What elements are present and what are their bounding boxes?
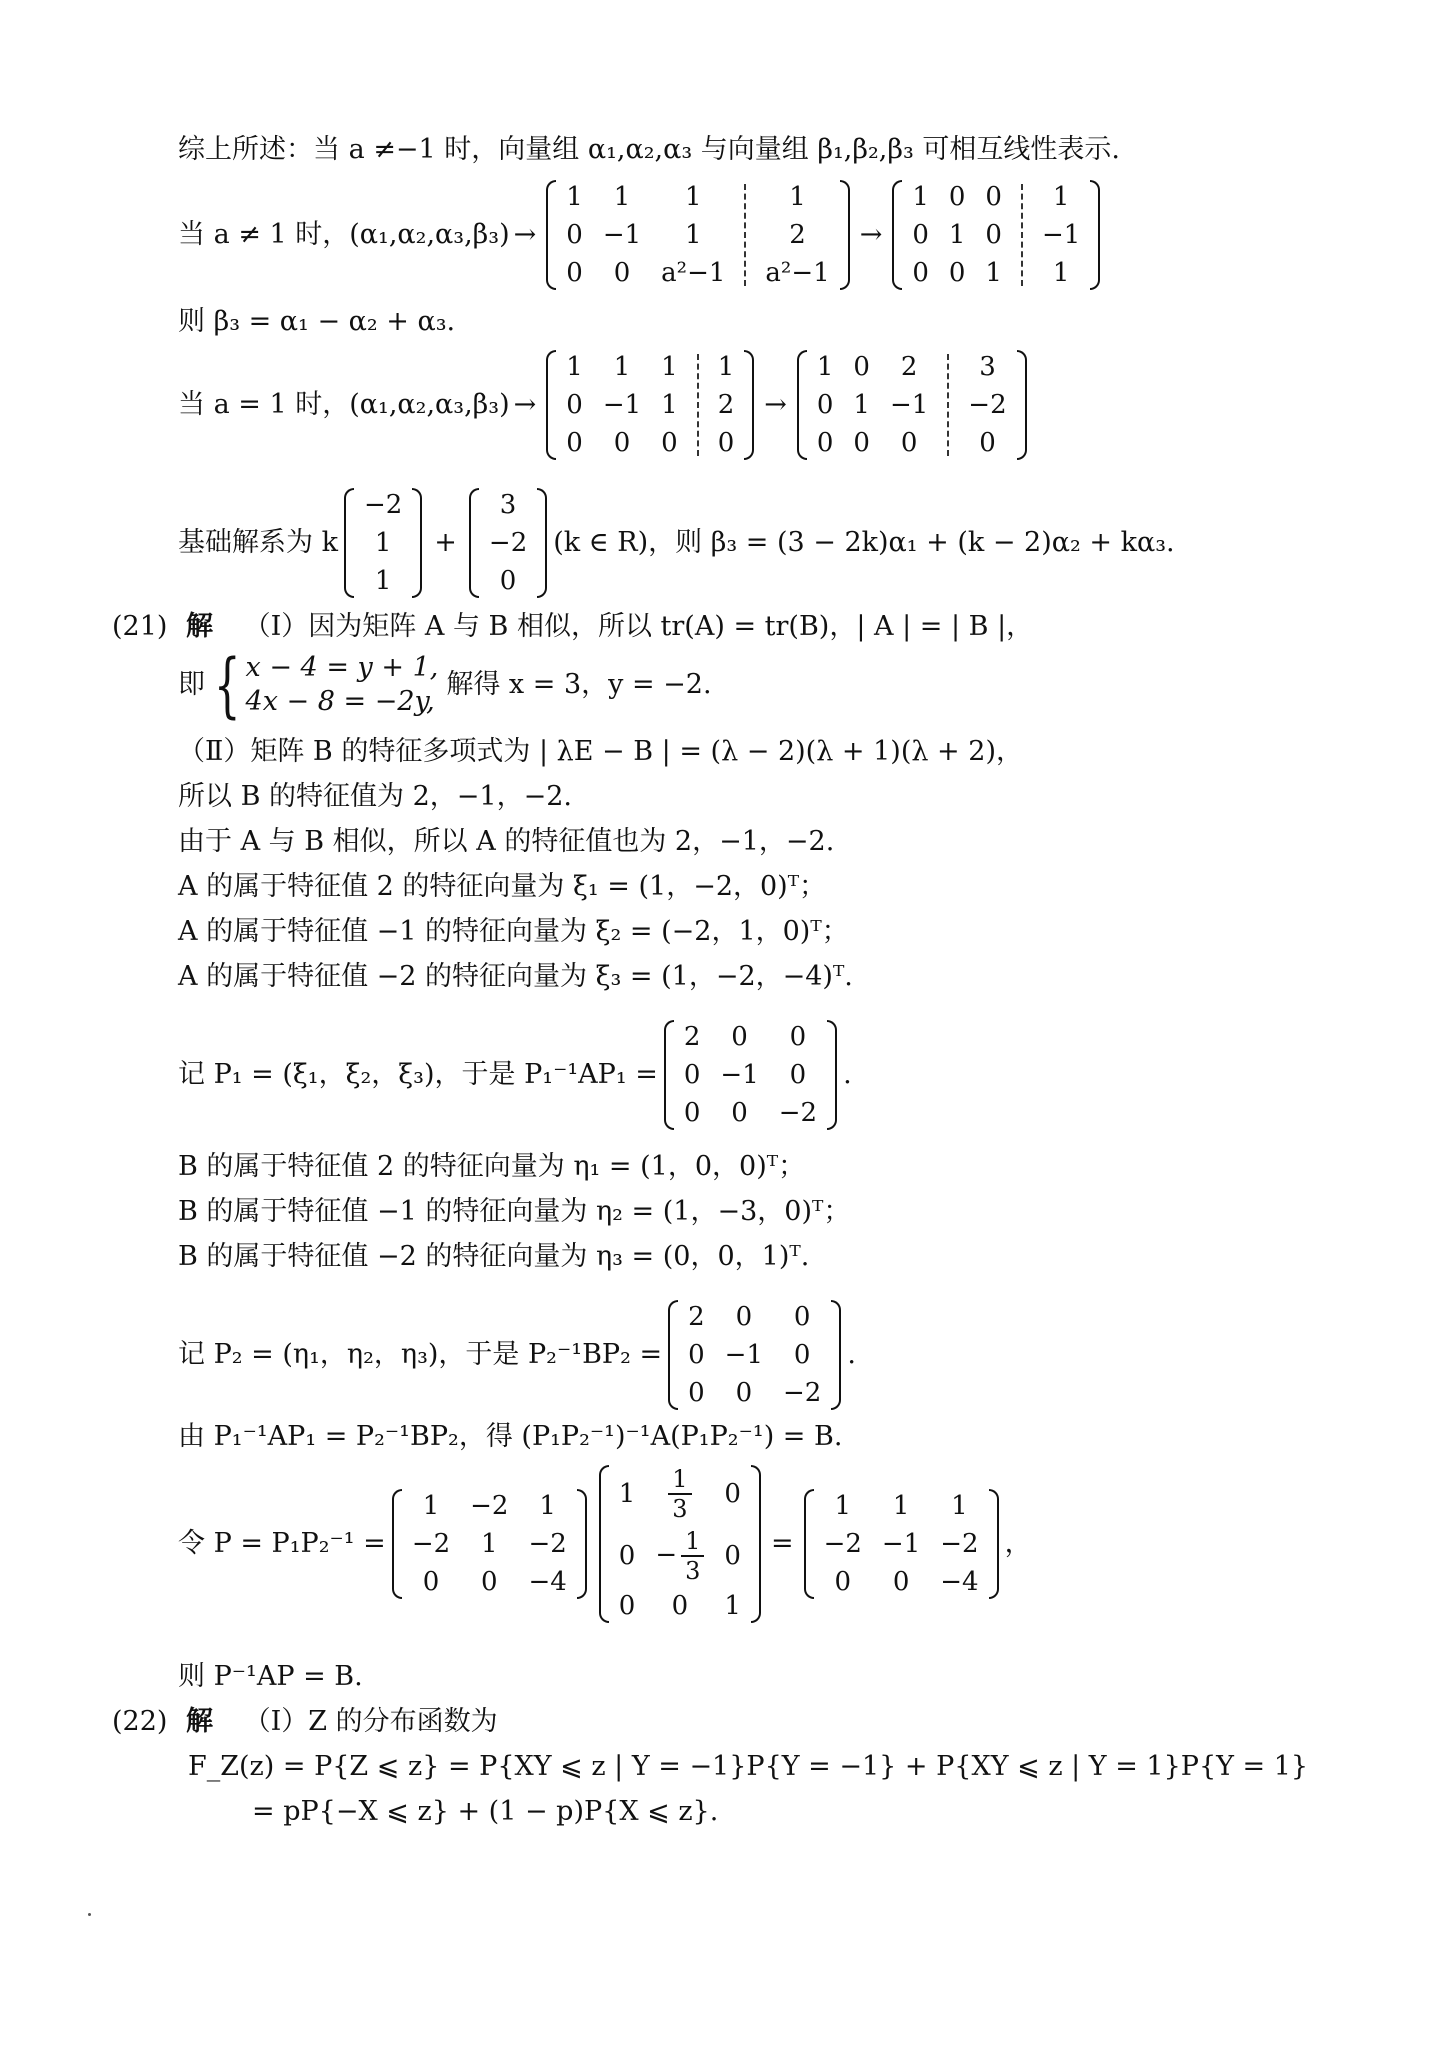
matrix-cell: 0 bbox=[816, 428, 834, 458]
matrix-cell: 1 bbox=[661, 390, 678, 420]
right-paren-icon bbox=[751, 1465, 765, 1623]
q22-line-3: = pP{−X ⩽ z} + (1 − p)P{X ⩽ z}. bbox=[252, 1796, 719, 1827]
diagonal-matrix-2 bbox=[664, 1300, 845, 1410]
q22-line-1 bbox=[112, 1705, 498, 1739]
matrix-cell: 0 bbox=[793, 1340, 811, 1370]
matrix-cell: 0 bbox=[566, 428, 583, 458]
p1-diagonal-line bbox=[178, 1020, 852, 1130]
right-paren-icon bbox=[840, 180, 854, 290]
matrix-cell: 0 bbox=[985, 182, 1002, 212]
matrix-cell: 0 bbox=[731, 1098, 748, 1128]
q21-line-12: 由 P₁⁻¹AP₁ = P₂⁻¹BP₂，得 (P₁P₂⁻¹)⁻¹A(P₁P₂⁻¹) = B. bbox=[178, 1421, 843, 1452]
matrix-cell: 0 bbox=[735, 1302, 753, 1332]
matrix-cell: 3 bbox=[979, 352, 996, 382]
matrix-cell: −2 bbox=[363, 490, 403, 520]
q22-jie: 解 bbox=[186, 1706, 214, 1737]
matrix-cell: 0 bbox=[948, 182, 966, 212]
basis-vector-2 bbox=[465, 488, 551, 598]
left-paren-icon bbox=[542, 180, 556, 290]
matrix-cell: 0 bbox=[724, 1479, 741, 1509]
solution-text: 解得 x = 3，y = −2. bbox=[446, 669, 712, 700]
matrix-cell: 0 bbox=[789, 1022, 807, 1052]
matrix-cell: −4 bbox=[940, 1567, 979, 1597]
right-paren-icon bbox=[577, 1489, 591, 1599]
arrow-icon: → bbox=[764, 389, 787, 420]
matrix-cell: 0 bbox=[912, 220, 929, 250]
matrix-cell: 1 bbox=[853, 390, 870, 420]
p2-diagonal-line bbox=[178, 1300, 856, 1410]
p1-lead: 记 P₁ = (ξ₁，ξ₂，ξ₃)，于是 P₁⁻¹AP₁ = bbox=[178, 1059, 658, 1090]
period: . bbox=[847, 1339, 856, 1370]
comma: ， bbox=[1004, 1528, 1032, 1559]
left-paren-icon bbox=[542, 350, 556, 460]
p-product-line bbox=[178, 1465, 1032, 1623]
matrix-grid bbox=[354, 488, 412, 598]
matrix-grid bbox=[609, 1465, 751, 1623]
case-a-not-1 bbox=[178, 180, 1106, 290]
matrix-cell: 0 bbox=[661, 428, 678, 458]
matrix-cell: 0 bbox=[979, 428, 996, 458]
matrix-cell: −1 bbox=[602, 390, 642, 420]
augmented-matrix bbox=[542, 350, 758, 460]
matrix-cell: 0 bbox=[789, 1060, 807, 1090]
matrix-grid bbox=[708, 350, 745, 460]
matrix-cell: 1 bbox=[717, 352, 735, 382]
matrix-cell: −2 bbox=[470, 1491, 509, 1521]
matrix-cell: 0 bbox=[613, 428, 631, 458]
matrix-cell: 0 bbox=[618, 1541, 636, 1571]
matrix-cell: 0 bbox=[683, 1060, 701, 1090]
matrix-cell: 0 bbox=[816, 390, 834, 420]
matrix-cell: 0 bbox=[566, 220, 583, 250]
matrix-cell: 0 bbox=[566, 258, 583, 288]
q22-line-2: F_Z(z) = P{Z ⩽ z} = P{XY ⩽ z | Y = −1}P{Y = −1} + P{XY ⩽ z | Y = 1}P{Y = 1} bbox=[188, 1751, 1309, 1782]
p2-lead: 记 P₂ = (η₁，η₂，η₃)，于是 P₂⁻¹BP₂ = bbox=[178, 1339, 663, 1370]
matrix-cell: −1 bbox=[881, 1529, 921, 1559]
matrix-cell: 0 bbox=[683, 1098, 701, 1128]
matrix-cell: 0 bbox=[481, 1567, 498, 1597]
equation-1: x − 4 = y + 1, bbox=[245, 652, 439, 683]
q21-line-11: B 的属于特征值 −2 的特征向量为 η₃ = (0，0，1)ᵀ. bbox=[178, 1241, 810, 1272]
q21-line-4: 所以 B 的特征值为 2，−1，−2. bbox=[178, 781, 572, 812]
matrix-grid bbox=[958, 350, 1016, 460]
augment-divider bbox=[1012, 180, 1032, 290]
matrix-cell: 1 bbox=[661, 352, 678, 382]
matrix-cell: 0 bbox=[688, 1340, 705, 1370]
matrix-grid bbox=[814, 1489, 989, 1599]
q21-line-3: （Ⅱ）矩阵 B 的特征多项式为 | λE − B | = (λ − 2)(λ + 1)(λ + 2)， bbox=[178, 736, 1023, 767]
basis-vector-1 bbox=[340, 488, 426, 598]
matrix-cell: 1 bbox=[566, 352, 583, 382]
case-a-eq-1 bbox=[178, 350, 1033, 460]
matrix-cell: 1 bbox=[422, 1491, 440, 1521]
matrix-cell: 0 bbox=[892, 1567, 910, 1597]
reduced-matrix bbox=[793, 350, 1031, 460]
basis-tail: (k ∈ R)，则 β₃ = (3 − 2k)α₁ + (k − 2)α₂ + kα₃. bbox=[553, 527, 1175, 558]
matrix-cell: 1 bbox=[951, 1491, 968, 1521]
matrix-cell: 0 bbox=[618, 1591, 636, 1621]
matrix-cell: 1 bbox=[1052, 182, 1070, 212]
case1-result: 则 β₃ = α₁ − α₂ + α₃. bbox=[178, 306, 456, 337]
matrix-cell: 0 bbox=[422, 1567, 440, 1597]
matrix-cell: − $\frac{1}{3}$ bbox=[645, 1527, 714, 1585]
left-brace-icon: { bbox=[213, 644, 241, 726]
right-paren-icon bbox=[831, 1300, 845, 1410]
matrix-cell: −2 bbox=[783, 1378, 822, 1408]
matrix-cell: 2 bbox=[683, 1022, 701, 1052]
matrix-cell: 1 bbox=[724, 1591, 741, 1621]
matrix-grid bbox=[556, 180, 735, 290]
ji-label: 即 bbox=[178, 669, 205, 700]
matrix-cell: 1 bbox=[685, 182, 702, 212]
matrix-cell: 0 bbox=[688, 1378, 705, 1408]
matrix-cell: −1 bbox=[720, 1060, 759, 1090]
matrix-cell: 2 bbox=[789, 220, 806, 250]
basis-lead: 基础解系为 k bbox=[178, 527, 338, 558]
matrix-cell: 1 bbox=[685, 220, 702, 250]
left-paren-icon bbox=[465, 488, 479, 598]
matrix-cell: 0 bbox=[724, 1541, 741, 1571]
q21-text-1: （Ⅰ）因为矩阵 A 与 B 相似，所以 tr(A) = tr(B)，| A | = | B |， bbox=[243, 611, 1034, 642]
matrix-cell: 0 bbox=[900, 428, 918, 458]
matrix-cell: 1 bbox=[481, 1529, 498, 1559]
matrix-cell: −2 bbox=[778, 1098, 818, 1128]
matrix-cell: 0 bbox=[671, 1591, 689, 1621]
matrix-cell: −2 bbox=[411, 1529, 451, 1559]
matrix-cell: 1 bbox=[566, 182, 583, 212]
matrix-cell: −2 bbox=[968, 390, 1007, 420]
matrix-cell: 0 bbox=[499, 566, 517, 596]
matrix-cell: 1 bbox=[374, 528, 392, 558]
matrix-cell: 0 bbox=[613, 258, 631, 288]
matrix-cell: 1 bbox=[613, 182, 631, 212]
arrow-icon: → bbox=[513, 389, 537, 420]
matrix-cell: 1 bbox=[613, 352, 631, 382]
matrix-cell: 1 bbox=[1052, 258, 1070, 288]
left-paren-icon bbox=[664, 1300, 678, 1410]
matrix-cell bbox=[658, 1465, 701, 1523]
matrix-cell: −1 bbox=[602, 220, 642, 250]
plus-sign: + bbox=[434, 527, 457, 558]
matrix-cell: 2 bbox=[688, 1302, 705, 1332]
p-lead: 令 P = P₁P₂⁻¹ = bbox=[178, 1528, 386, 1559]
matrix-grid bbox=[1032, 180, 1090, 290]
augment-divider bbox=[688, 350, 708, 460]
matrix-cell: 0 bbox=[717, 428, 735, 458]
matrix-cell: 1 bbox=[816, 352, 834, 382]
diagonal-matrix-1 bbox=[660, 1020, 841, 1130]
matrix-cell: a²−1 bbox=[661, 258, 726, 288]
left-paren-icon bbox=[388, 1489, 402, 1599]
right-paren-icon bbox=[744, 350, 758, 460]
matrix-grid bbox=[402, 1489, 577, 1599]
matrix-cell: a²−1 bbox=[765, 258, 830, 288]
matrix-cell: 0 bbox=[853, 428, 870, 458]
matrix-cell: 0 bbox=[731, 1022, 748, 1052]
augment-divider bbox=[735, 180, 755, 290]
augmented-matrix bbox=[542, 180, 853, 290]
q21-line-5: 由于 A 与 B 相似，所以 A 的特征值也为 2，−1，−2. bbox=[178, 826, 835, 857]
matrix-cell: 0 bbox=[853, 352, 870, 382]
matrix-cell: 1 bbox=[985, 258, 1002, 288]
q21-line-13: 则 P⁻¹AP = B. bbox=[178, 1661, 363, 1692]
right-paren-icon bbox=[412, 488, 426, 598]
left-paren-icon bbox=[793, 350, 807, 460]
q21-line-10: B 的属于特征值 −1 的特征向量为 η₂ = (1，−3，0)ᵀ； bbox=[178, 1196, 851, 1227]
matrix-cell: 1 bbox=[948, 220, 966, 250]
matrix-cell: −2 bbox=[528, 1529, 567, 1559]
summary-line: 综上所述：当 a ≠−1 时，向量组 α₁,α₂,α₃ 与向量组 β₁,β₂,β₃ 可相互线性表示. bbox=[178, 134, 1120, 165]
matrix-cell: 1 bbox=[618, 1479, 636, 1509]
left-paren-icon bbox=[595, 1465, 609, 1623]
matrix-grid bbox=[902, 180, 1012, 290]
scan-speck bbox=[88, 1913, 91, 1916]
period: . bbox=[843, 1059, 852, 1090]
q21-line-6: A 的属于特征值 2 的特征向量为 ξ₁ = (1，−2，0)ᵀ； bbox=[178, 871, 827, 902]
p1-matrix bbox=[388, 1489, 591, 1599]
q21-jie: 解 bbox=[186, 611, 214, 642]
case1-lead: 当 a ≠ 1 时，(α₁,α₂,α₃,β₃) bbox=[178, 219, 510, 250]
q21-line-9: B 的属于特征值 2 的特征向量为 η₁ = (1，0，0)ᵀ； bbox=[178, 1151, 806, 1182]
matrix-cell: −2 bbox=[940, 1529, 979, 1559]
matrix-cell: 3 bbox=[499, 490, 517, 520]
basis-line bbox=[178, 488, 1175, 598]
fraction: $\frac{1}{3}$ bbox=[681, 1527, 704, 1585]
augment-divider bbox=[938, 350, 958, 460]
q21-system bbox=[178, 644, 712, 726]
right-paren-icon bbox=[827, 1020, 841, 1130]
left-paren-icon bbox=[340, 488, 354, 598]
matrix-grid bbox=[479, 488, 537, 598]
fraction: $\frac{1}{3}$ bbox=[668, 1465, 691, 1523]
right-paren-icon bbox=[989, 1489, 1003, 1599]
matrix-cell: −1 bbox=[889, 390, 929, 420]
equation-system bbox=[246, 651, 439, 719]
matrix-cell: 1 bbox=[374, 566, 392, 596]
matrix-cell: 0 bbox=[985, 220, 1002, 250]
matrix-cell: 1 bbox=[912, 182, 929, 212]
matrix-cell: 1 bbox=[892, 1491, 910, 1521]
matrix-grid bbox=[807, 350, 938, 460]
matrix-grid bbox=[755, 180, 839, 290]
matrix-grid bbox=[674, 1020, 827, 1130]
matrix-cell: −2 bbox=[488, 528, 528, 558]
matrix-cell: 0 bbox=[834, 1567, 852, 1597]
matrix-cell: 0 bbox=[912, 258, 929, 288]
case2-lead: 当 a = 1 时，(α₁,α₂,α₃,β₃) bbox=[178, 389, 510, 420]
matrix-cell: 0 bbox=[735, 1378, 753, 1408]
matrix-grid bbox=[678, 1300, 831, 1410]
q21-line-1 bbox=[112, 610, 1033, 644]
left-paren-icon bbox=[660, 1020, 674, 1130]
matrix-cell: 2 bbox=[717, 390, 735, 420]
matrix-cell: −1 bbox=[724, 1340, 763, 1370]
right-paren-icon bbox=[1017, 350, 1031, 460]
equation-2: 4x − 8 = −2y, bbox=[245, 686, 435, 717]
matrix-cell: 2 bbox=[900, 352, 918, 382]
q22-text-1: （Ⅰ）Z 的分布函数为 bbox=[243, 1706, 498, 1737]
p2-inverse-matrix bbox=[595, 1465, 765, 1623]
right-paren-icon bbox=[1090, 180, 1104, 290]
right-paren-icon bbox=[537, 488, 551, 598]
matrix-cell: −2 bbox=[823, 1529, 862, 1559]
q21-number: (21) bbox=[112, 611, 168, 642]
matrix-cell: −4 bbox=[528, 1567, 567, 1597]
equals-sign: = bbox=[770, 1528, 794, 1559]
reduced-matrix bbox=[888, 180, 1104, 290]
arrow-icon: → bbox=[859, 219, 883, 250]
left-paren-icon bbox=[888, 180, 902, 290]
matrix-cell: −1 bbox=[1041, 220, 1081, 250]
q22-number: (22) bbox=[112, 1706, 168, 1737]
matrix-grid bbox=[556, 350, 687, 460]
matrix-cell: 1 bbox=[539, 1491, 556, 1521]
q21-line-8: A 的属于特征值 −2 的特征向量为 ξ₃ = (1，−2，−4)ᵀ. bbox=[178, 961, 853, 992]
matrix-cell: 0 bbox=[566, 390, 583, 420]
matrix-cell: 0 bbox=[793, 1302, 811, 1332]
arrow-icon: → bbox=[513, 219, 537, 250]
matrix-cell: 1 bbox=[789, 182, 806, 212]
q21-line-7: A 的属于特征值 −1 的特征向量为 ξ₂ = (−2，1，0)ᵀ； bbox=[178, 916, 849, 947]
matrix-cell: 0 bbox=[948, 258, 966, 288]
p-matrix bbox=[800, 1489, 1003, 1599]
left-paren-icon bbox=[800, 1489, 814, 1599]
matrix-cell: 1 bbox=[834, 1491, 852, 1521]
